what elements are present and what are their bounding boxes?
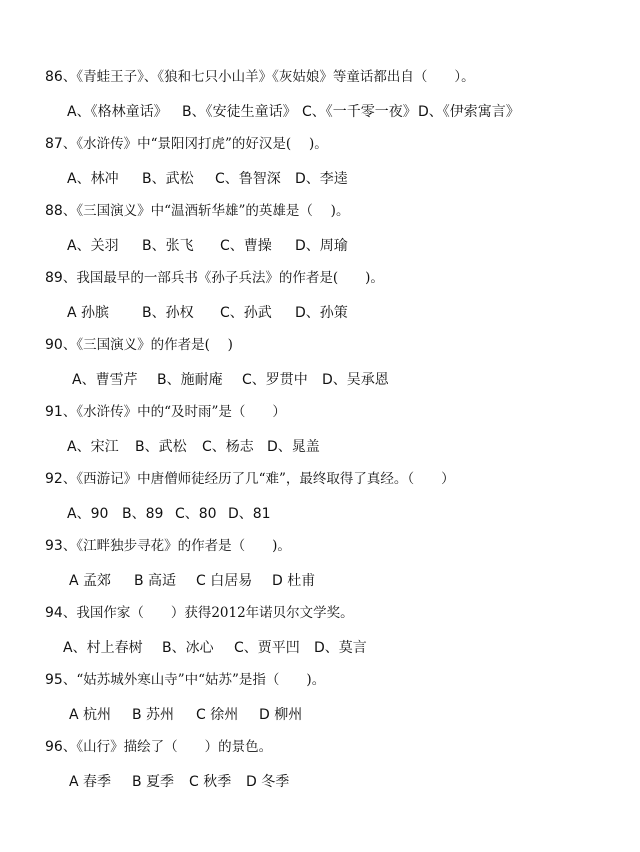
question-body: 、我国作家（ ）获得2012年诺贝尔文学奖。 bbox=[62, 605, 354, 621]
question-88 bbox=[45, 201, 625, 257]
question-96 bbox=[45, 737, 625, 793]
option-d[interactable]: D 柳州 bbox=[259, 707, 303, 723]
question-text bbox=[45, 134, 625, 154]
question-number: 96 bbox=[45, 739, 63, 755]
question-91 bbox=[45, 402, 625, 458]
option-c[interactable]: C、《一千零一夜》 bbox=[302, 104, 417, 120]
option-b[interactable]: B 苏州 bbox=[132, 707, 175, 723]
option-c[interactable]: C、贾平凹 bbox=[234, 640, 300, 656]
option-d[interactable]: D、李逵 bbox=[295, 171, 348, 187]
options-row bbox=[45, 302, 625, 324]
question-number: 91 bbox=[45, 404, 63, 420]
option-b[interactable]: B、孙权 bbox=[142, 305, 194, 321]
question-number: 87 bbox=[45, 136, 63, 152]
option-d[interactable]: D 冬季 bbox=[246, 774, 290, 790]
option-a[interactable]: A 杭州 bbox=[69, 707, 112, 723]
question-body: 、《山行》描绘了（ ）的景色。 bbox=[62, 739, 273, 755]
options-row bbox=[45, 503, 625, 525]
option-c[interactable]: C 秋季 bbox=[189, 774, 232, 790]
option-c[interactable]: C、鲁智深 bbox=[215, 171, 281, 187]
option-b[interactable]: B、89 bbox=[122, 506, 164, 522]
option-b[interactable]: B 高适 bbox=[134, 573, 177, 589]
question-number: 95 bbox=[45, 672, 63, 688]
question-text bbox=[45, 201, 625, 221]
options-row bbox=[45, 637, 625, 659]
question-body: 、《西游记》中唐僧师徒经历了几“难”，最终取得了真经。（ ） bbox=[62, 471, 455, 487]
option-a[interactable]: A、90 bbox=[67, 506, 109, 522]
question-text bbox=[45, 469, 625, 489]
option-c[interactable]: C、孙武 bbox=[220, 305, 272, 321]
option-d[interactable]: D、晁盖 bbox=[267, 439, 320, 455]
question-body: 、《江畔独步寻花》的作者是（ )。 bbox=[62, 538, 291, 554]
option-b[interactable]: B、武松 bbox=[135, 439, 187, 455]
option-d[interactable]: D、周瑜 bbox=[295, 238, 348, 254]
question-93 bbox=[45, 536, 625, 592]
options-row bbox=[45, 771, 625, 793]
option-b[interactable]: B、冰心 bbox=[162, 640, 214, 656]
question-text bbox=[45, 335, 625, 355]
question-number: 88 bbox=[45, 203, 63, 219]
question-body: 、《水浒传》中的“及时雨”是（ ） bbox=[62, 404, 286, 420]
options-row bbox=[45, 570, 625, 592]
option-c[interactable]: C、罗贯中 bbox=[242, 372, 308, 388]
question-text bbox=[45, 737, 625, 757]
options-row bbox=[45, 704, 625, 726]
option-c[interactable]: C、80 bbox=[175, 506, 217, 522]
question-text bbox=[45, 402, 625, 422]
question-text bbox=[45, 536, 625, 556]
option-c[interactable]: C 白居易 bbox=[196, 573, 253, 589]
option-d[interactable]: D、81 bbox=[228, 506, 271, 522]
options-row bbox=[45, 369, 625, 391]
question-95 bbox=[45, 670, 625, 726]
question-number: 94 bbox=[45, 605, 63, 621]
question-87 bbox=[45, 134, 625, 190]
question-94 bbox=[45, 603, 625, 659]
options-row bbox=[45, 436, 625, 458]
question-text bbox=[45, 603, 625, 623]
question-number: 93 bbox=[45, 538, 63, 554]
question-body: 、《三国演义》中“温酒斩华雄”的英雄是（ )。 bbox=[62, 203, 350, 219]
question-number: 92 bbox=[45, 471, 63, 487]
question-body: 、《水浒传》中“景阳冈打虎”的好汉是( )。 bbox=[62, 136, 328, 152]
option-a[interactable]: A、宋江 bbox=[67, 439, 119, 455]
option-d[interactable]: D、莫言 bbox=[314, 640, 367, 656]
question-text bbox=[45, 268, 625, 288]
option-b[interactable]: B、武松 bbox=[142, 171, 194, 187]
question-body: 、《三国演义》的作者是( ) bbox=[62, 337, 233, 353]
option-b[interactable]: B、张飞 bbox=[142, 238, 194, 254]
option-d[interactable]: D、《伊索寓言》 bbox=[418, 104, 520, 120]
option-a[interactable]: A、关羽 bbox=[67, 238, 119, 254]
question-92 bbox=[45, 469, 625, 525]
options-row bbox=[45, 168, 625, 190]
option-a[interactable]: A 孟郊 bbox=[69, 573, 112, 589]
option-d[interactable]: D、孙策 bbox=[295, 305, 348, 321]
question-text bbox=[45, 670, 625, 690]
option-c[interactable]: C 徐州 bbox=[196, 707, 239, 723]
option-b[interactable]: B 夏季 bbox=[132, 774, 175, 790]
option-b[interactable]: B、施耐庵 bbox=[157, 372, 223, 388]
question-number: 89 bbox=[45, 270, 63, 286]
option-c[interactable]: C、曹操 bbox=[220, 238, 272, 254]
option-d[interactable]: D 杜甫 bbox=[272, 573, 316, 589]
question-89 bbox=[45, 268, 625, 324]
option-a[interactable]: A、村上春树 bbox=[63, 640, 143, 656]
question-90 bbox=[45, 335, 625, 391]
option-a[interactable]: A、林冲 bbox=[67, 171, 119, 187]
question-number: 90 bbox=[45, 337, 63, 353]
option-a[interactable]: A 孙膑 bbox=[67, 305, 110, 321]
question-86 bbox=[45, 67, 625, 123]
question-body: 、“姑苏城外寒山寺”中“姑苏”是指（ )。 bbox=[62, 672, 326, 688]
option-a[interactable]: A 春季 bbox=[69, 774, 112, 790]
question-text bbox=[45, 67, 625, 87]
question-number: 86 bbox=[45, 69, 63, 85]
option-a[interactable]: A、曹雪芹 bbox=[72, 372, 138, 388]
option-a[interactable]: A、《格林童话》 bbox=[67, 104, 168, 120]
question-body: 、《青蛙王子》、《狼和七只小山羊》《灰姑娘》等童话都出自（ ）。 bbox=[62, 69, 475, 85]
options-row bbox=[45, 235, 625, 257]
options-row bbox=[45, 101, 625, 123]
option-b[interactable]: B、《安徒生童话》 bbox=[182, 104, 297, 120]
option-c[interactable]: C、杨志 bbox=[202, 439, 254, 455]
option-d[interactable]: D、吴承恩 bbox=[322, 372, 389, 388]
question-body: 、我国最早的一部兵书《孙子兵法》的作者是( )。 bbox=[62, 270, 384, 286]
